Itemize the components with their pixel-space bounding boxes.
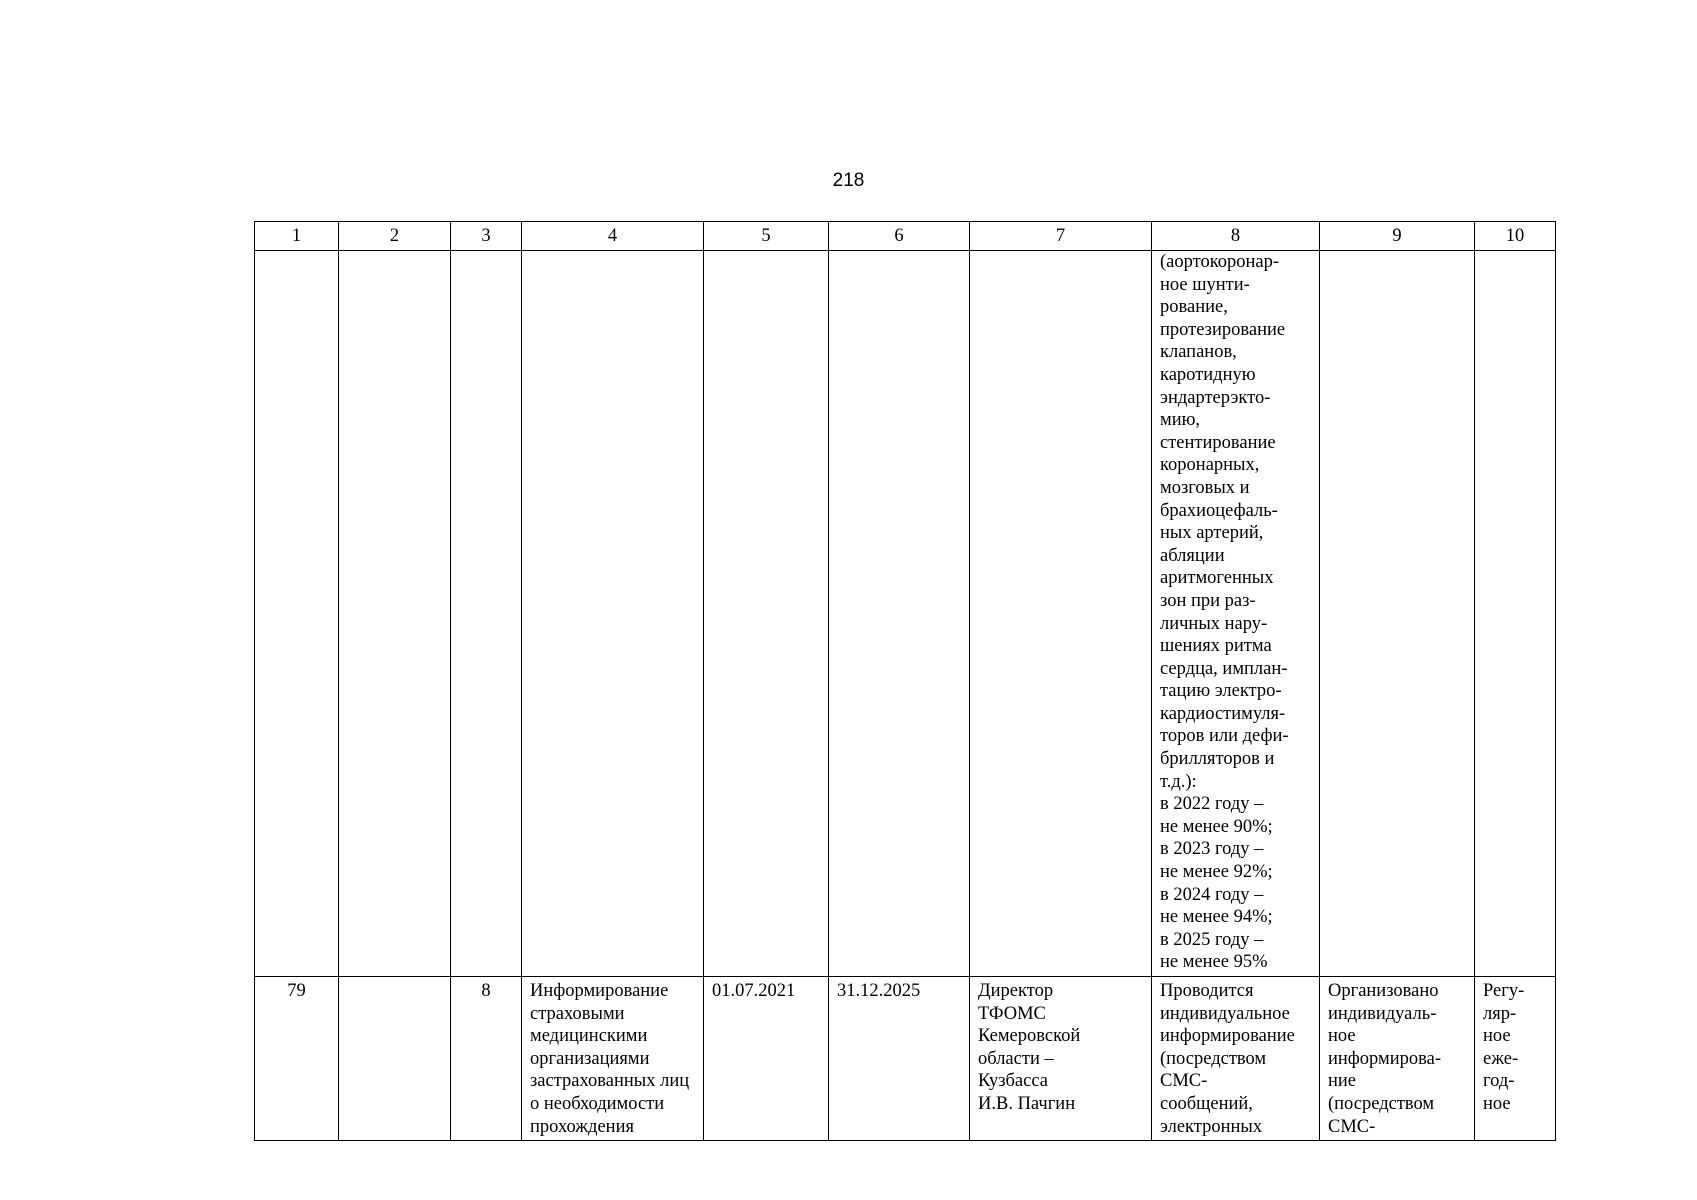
item-number-cell: 8: [451, 977, 522, 1141]
cell-text-line: еже-: [1483, 1048, 1519, 1069]
row-number-cell: 79: [255, 977, 339, 1141]
cell-text-line: Организовано: [1328, 981, 1439, 1001]
table-cell: [451, 251, 522, 977]
cell-text-line: личных нару-: [1160, 613, 1268, 634]
cell-text-line: информирова-: [1328, 1048, 1441, 1069]
table-cell: [704, 251, 829, 977]
table-cell: [829, 251, 970, 977]
cell-text-line: в 2024 году –: [1160, 884, 1264, 905]
column-number: 3: [451, 222, 522, 251]
cell-text-line: стентирование: [1160, 432, 1276, 453]
column-number: 2: [339, 222, 451, 251]
column-number: 8: [1152, 222, 1320, 251]
cell-text-line: ние: [1328, 1071, 1357, 1092]
cell-text-line: застрахованных лиц: [530, 1071, 690, 1092]
cell-text-line: ное шунти-: [1160, 274, 1250, 295]
cell-text-line: сообщений,: [1160, 1093, 1253, 1114]
cell-text-line: электронных: [1160, 1116, 1263, 1137]
cell-text-line: ное: [1483, 1093, 1511, 1114]
cell-text-line: не менее 95%: [1160, 952, 1268, 973]
cell-text-line: абляции: [1160, 545, 1225, 566]
cell-text-line: торов или дефи-: [1160, 726, 1289, 747]
cell-text-line: аритмогенных: [1160, 568, 1274, 589]
cell-text-line: не менее 90%;: [1160, 816, 1273, 837]
cell-text-line: страховыми: [530, 1003, 625, 1024]
cell-text-line: области –: [978, 1048, 1054, 1069]
cell-text-line: не менее 94%;: [1160, 907, 1273, 928]
table-cell: [970, 251, 1152, 977]
start-date-cell: 01.07.2021: [704, 977, 829, 1141]
cell-text-line: ное: [1483, 1026, 1511, 1047]
cell-text-line: в 2023 году –: [1160, 839, 1264, 860]
cell-text-line: (посредством: [1328, 1093, 1435, 1114]
table-cell: [522, 251, 704, 977]
cell-text-line: СМС-: [1160, 1071, 1208, 1092]
event-name-cell: [522, 977, 704, 1141]
cell-text-line: протезирование: [1160, 319, 1286, 340]
column-number: 10: [1475, 222, 1556, 251]
page-number: 218: [832, 170, 865, 191]
result-cell: [1320, 977, 1475, 1141]
cell-text-line: ное: [1328, 1026, 1356, 1047]
description-cell: [1152, 977, 1320, 1141]
table-cell: [255, 251, 339, 977]
cell-text-line: индивидуаль-: [1328, 1003, 1437, 1024]
cell-text-line: в 2025 году –: [1160, 929, 1264, 950]
cell-text-line: шениях ритма: [1160, 636, 1272, 657]
table-cell: [339, 251, 451, 977]
table-cell: [339, 977, 451, 1141]
cell-text-line: зон при раз-: [1160, 590, 1256, 611]
cell-text-line: эндартерэкто-: [1160, 387, 1271, 408]
column-number: 6: [829, 222, 970, 251]
cell-text-line: кардиостимуля-: [1160, 703, 1286, 724]
cell-text-line: мозговых и: [1160, 477, 1250, 498]
column-number: 7: [970, 222, 1152, 251]
table-row: [255, 977, 1556, 1141]
table-cell: [1320, 251, 1475, 977]
cell-text-line: каротидную: [1160, 364, 1256, 385]
column-number: 5: [704, 222, 829, 251]
cell-text-line: Директор: [978, 981, 1054, 1001]
cell-text-line: клапанов,: [1160, 342, 1237, 363]
cell-text-line: брилляторов и: [1160, 749, 1275, 770]
column-number: 9: [1320, 222, 1475, 251]
cell-text-line: индивидуальное: [1160, 1003, 1290, 1024]
cell-text-line: о необходимости: [530, 1093, 665, 1114]
cell-text-line: Проводится: [1160, 981, 1254, 1001]
cell-text-line: Кузбасса: [978, 1071, 1048, 1092]
cell-text-line: не менее 92%;: [1160, 862, 1273, 883]
cell-text-line: ТФОМС: [978, 1003, 1046, 1024]
cell-text-line: сердца, имплан-: [1160, 658, 1288, 679]
document-table: [254, 221, 1556, 1141]
cell-text-line: организациями: [530, 1048, 650, 1069]
cell-text-line: прохождения: [530, 1116, 634, 1137]
cell-text-line: мию,: [1160, 410, 1201, 431]
cell-text-line: Регу-: [1483, 981, 1525, 1001]
end-date-cell: 31.12.2025: [829, 977, 970, 1141]
cell-text-line: Информирование: [530, 981, 669, 1001]
table-cell: [1475, 251, 1556, 977]
periodicity-cell: [1475, 977, 1556, 1141]
cell-text-line: ных артерий,: [1160, 523, 1264, 544]
cell-text-line: ляр-: [1483, 1003, 1517, 1024]
column-number: 4: [522, 222, 704, 251]
cell-text-line: год-: [1483, 1071, 1515, 1092]
column-number: 1: [255, 222, 339, 251]
cell-text-line: т.д.):: [1160, 771, 1197, 792]
responsible-cell: [970, 977, 1152, 1141]
indicator-cell: [1152, 251, 1320, 977]
column-number-row: [255, 222, 1556, 251]
cell-text-line: брахиоцефаль-: [1160, 500, 1278, 521]
cell-text-line: коронарных,: [1160, 455, 1260, 476]
cell-text-line: тацию электро-: [1160, 681, 1282, 702]
cell-text-line: медицинскими: [530, 1026, 648, 1047]
cell-text-line: Кемеровской: [978, 1026, 1081, 1047]
cell-text-line: И.В. Пачгин: [978, 1093, 1076, 1114]
cell-text-line: СМС-: [1328, 1116, 1376, 1137]
cell-text-line: в 2022 году –: [1160, 794, 1264, 815]
cell-text-line: рование,: [1160, 297, 1228, 318]
cell-text-line: (посредством: [1160, 1048, 1267, 1069]
cell-text-line: (аортокоронар-: [1160, 252, 1280, 272]
table-row-continuation: [255, 251, 1556, 977]
cell-text-line: информирование: [1160, 1026, 1295, 1047]
